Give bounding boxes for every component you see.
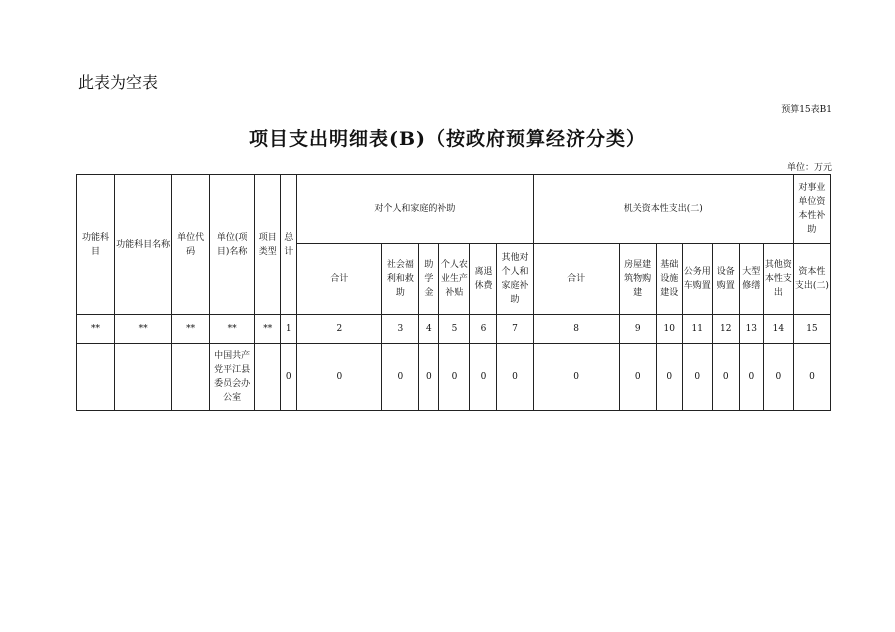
index-cell: **: [115, 315, 172, 344]
header-sub-cell: 其他对个人和家庭补助: [497, 244, 533, 315]
data-cell: 0: [281, 344, 297, 411]
header-sub-cell: 社会福利和救助: [382, 244, 419, 315]
data-cell: 0: [656, 344, 682, 411]
index-cell: 12: [712, 315, 739, 344]
header-sub-cell: 房屋建筑物购建: [619, 244, 656, 315]
data-cell: 0: [439, 344, 470, 411]
data-cell: 0: [682, 344, 712, 411]
index-cell: 5: [439, 315, 470, 344]
header-sub-cell: 合计: [297, 244, 382, 315]
data-cell: 0: [533, 344, 619, 411]
data-cell: 0: [470, 344, 497, 411]
index-cell: **: [255, 315, 281, 344]
header-unit-code: 单位代码: [172, 175, 210, 315]
empty-table-note: 此表为空表: [78, 73, 159, 92]
index-cell: 6: [470, 315, 497, 344]
index-cell: 9: [619, 315, 656, 344]
data-cell: 0: [419, 344, 439, 411]
header-sub-cell: 大型修缮: [739, 244, 763, 315]
index-cell: 14: [763, 315, 793, 344]
header-sub-cell: 离退休费: [470, 244, 497, 315]
index-cell: 3: [382, 315, 419, 344]
header-sub-cell: 公务用车购置: [682, 244, 712, 315]
header-unit-name: 单位(项目)名称: [210, 175, 255, 315]
data-cell-unit-name: 中国共产党平江县委员会办公室: [210, 344, 255, 411]
index-cell: 2: [297, 315, 382, 344]
header-group-enterprise: 对事业单位资本性补助: [793, 175, 830, 244]
table-row: [77, 344, 831, 411]
index-cell: 15: [793, 315, 830, 344]
index-row: [77, 315, 831, 344]
data-cell: 0: [382, 344, 419, 411]
data-cell: 0: [712, 344, 739, 411]
header-sub-cell: 个人农业生产补贴: [439, 244, 470, 315]
header-func-subject: 功能科目: [77, 175, 115, 315]
index-cell: **: [77, 315, 115, 344]
data-cell: 0: [497, 344, 533, 411]
page-title: 项目支出明细表(B)（按政府预算经济分类）: [248, 128, 647, 150]
data-cell: [77, 344, 115, 411]
index-cell: 8: [533, 315, 619, 344]
index-cell: 11: [682, 315, 712, 344]
header-group-capital: 机关资本性支出(二): [533, 175, 793, 244]
index-cell: 13: [739, 315, 763, 344]
header-sub-cell: 设备购置: [712, 244, 739, 315]
data-cell: 0: [297, 344, 382, 411]
index-cell: 7: [497, 315, 533, 344]
header-sub-cell: 资本性支出(二): [793, 244, 830, 315]
header-func-subject-name: 功能科目名称: [115, 175, 172, 315]
index-cell: 1: [281, 315, 297, 344]
data-cell: 0: [763, 344, 793, 411]
data-cell: 0: [739, 344, 763, 411]
data-cell: [255, 344, 281, 411]
data-cell: [115, 344, 172, 411]
header-sub-cell: 其他资本性支出: [763, 244, 793, 315]
header-sub-cell: 合计: [533, 244, 619, 315]
index-cell: 4: [419, 315, 439, 344]
data-cell: 0: [619, 344, 656, 411]
header-total: 总计: [281, 175, 297, 315]
index-cell: **: [172, 315, 210, 344]
header-group-personal: 对个人和家庭的补助: [297, 175, 533, 244]
index-cell: **: [210, 315, 255, 344]
index-cell: 10: [656, 315, 682, 344]
header-sub-cell: 助学金: [419, 244, 439, 315]
data-cell: [172, 344, 210, 411]
header-sub-cell: 基础设施建设: [656, 244, 682, 315]
data-cell: 0: [793, 344, 830, 411]
budget-table: [76, 174, 831, 411]
unit-label: 单位：万元: [786, 163, 832, 173]
table-code: 预算15表B1: [781, 105, 832, 115]
header-project-type: 项目类型: [255, 175, 281, 315]
